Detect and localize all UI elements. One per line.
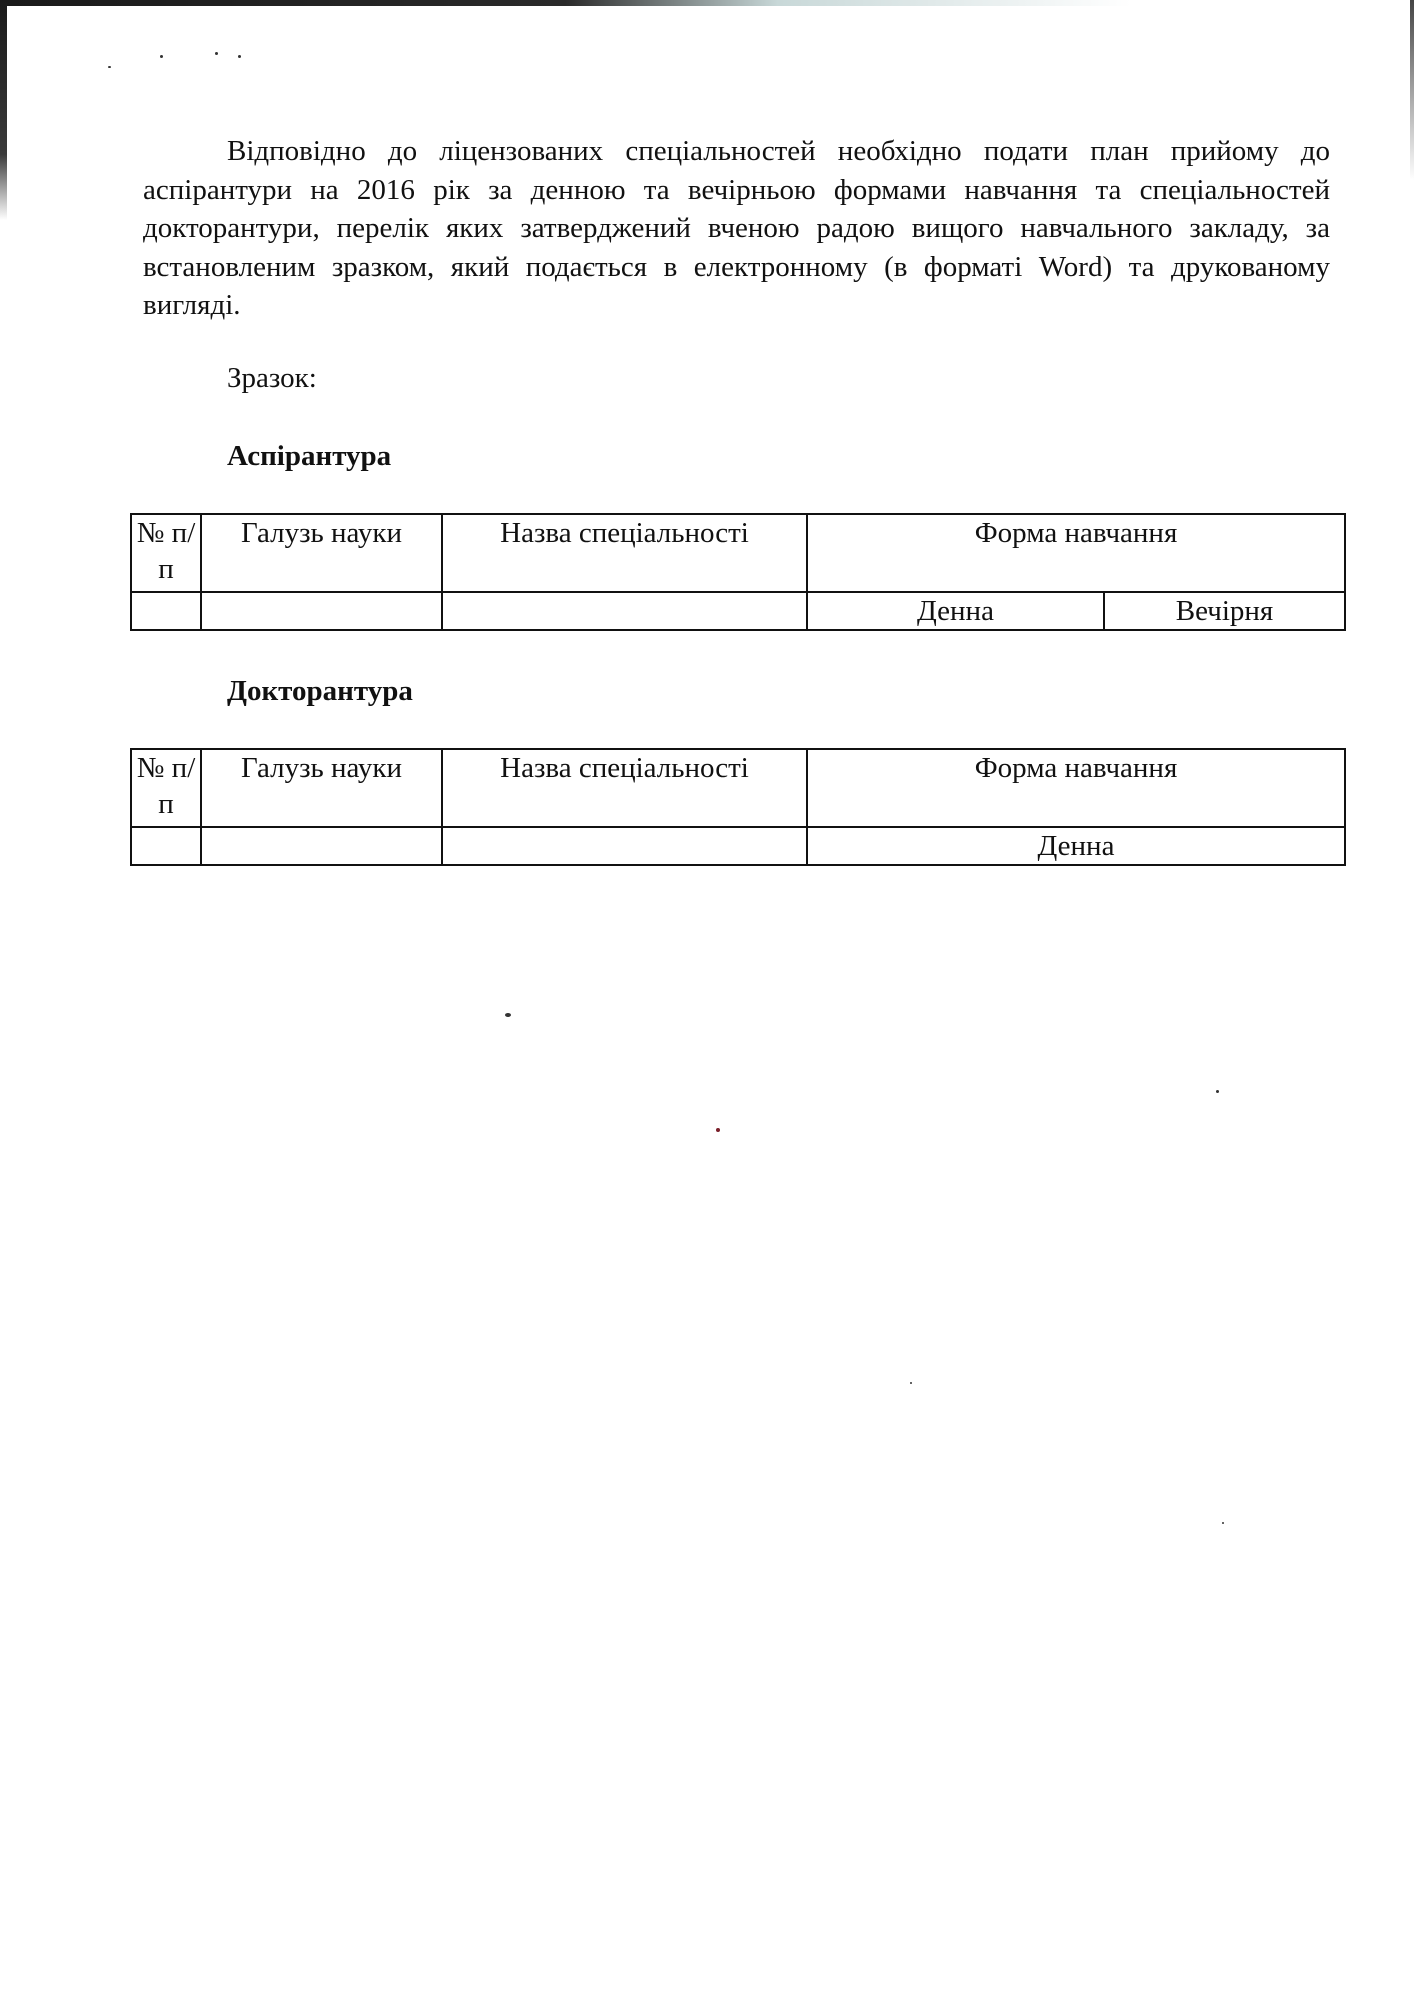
doktorantura-table — [130, 748, 1346, 866]
aspirantura-title: Аспірантура — [227, 440, 392, 472]
scan-speck — [108, 66, 111, 68]
header-specialty: Назва спеціальності — [442, 749, 807, 827]
scan-speck — [716, 1128, 720, 1132]
header-number: № п/п — [131, 749, 201, 827]
subheader-day: Денна — [807, 592, 1104, 630]
sample-label: Зразок: — [227, 362, 317, 394]
scan-speck — [238, 55, 241, 58]
scan-speck — [215, 52, 218, 55]
cell-specialty — [442, 827, 807, 865]
header-field: Галузь науки — [201, 749, 442, 827]
cell-field — [201, 827, 442, 865]
table-row — [131, 827, 1345, 865]
table-header-row — [131, 749, 1345, 827]
cell-specialty — [442, 592, 807, 630]
cell-field — [201, 592, 442, 630]
cell-number — [131, 592, 201, 630]
intro-paragraph: Відповідно до ліцензованих спеціальностей необхідно подати план прийому до аспірантури на 2016 рік за денною та вечірньою формами навчання та спеціальностей докторантури, перелік яких затверджений вченою радою вищого навчального закладу, за встановленим зразком, який подається в електронному (в форматі Word) та друкованому вигляді. — [143, 135, 1330, 321]
subheader-day: Денна — [807, 827, 1345, 865]
subheader-evening: Вечірня — [1104, 592, 1345, 630]
scan-speck — [160, 55, 163, 58]
header-number: № п/п — [131, 514, 201, 592]
doktorantura-title: Докторантура — [227, 675, 413, 707]
scan-speck — [505, 1013, 511, 1017]
header-specialty: Назва спеціальності — [442, 514, 807, 592]
table-row — [131, 592, 1345, 630]
cell-number — [131, 827, 201, 865]
scan-speck — [1222, 1522, 1224, 1524]
aspirantura-table — [130, 513, 1346, 631]
table-header-row — [131, 514, 1345, 592]
header-field: Галузь науки — [201, 514, 442, 592]
scan-speck — [910, 1382, 912, 1384]
scan-speck — [1216, 1090, 1219, 1093]
scan-border-top — [0, 0, 1414, 6]
header-study-form: Форма навчання — [807, 749, 1345, 827]
scan-border-right — [1410, 0, 1414, 180]
scan-border-left — [0, 0, 7, 220]
header-study-form: Форма навчання — [807, 514, 1345, 592]
